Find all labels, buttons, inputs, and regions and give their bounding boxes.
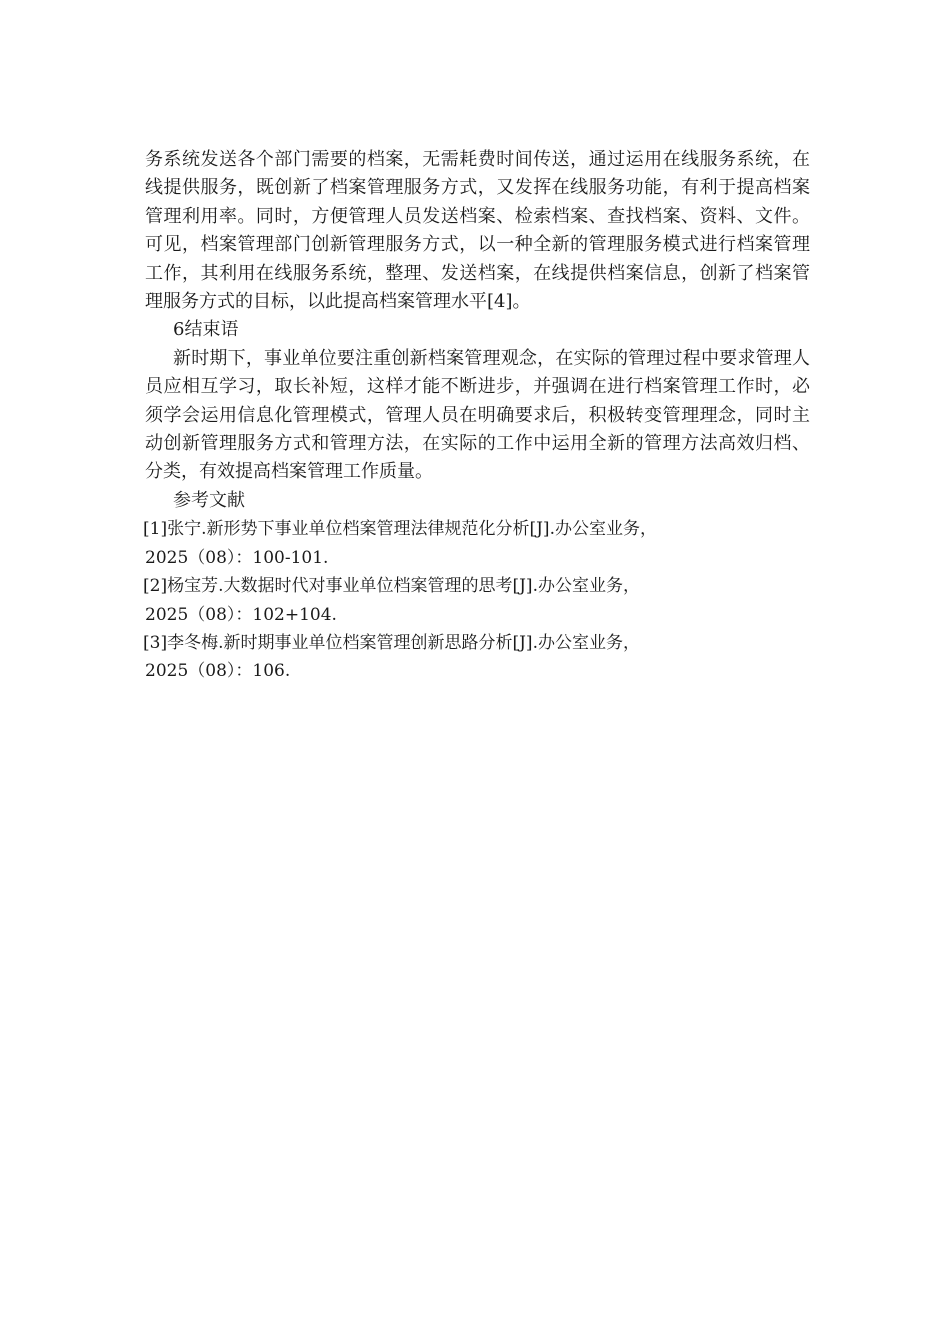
reference-citation: 2025（08）：102+104.: [145, 604, 337, 625]
reference-list: [145, 515, 810, 685]
references-heading: 参考文献: [173, 489, 245, 511]
reference-item: [145, 572, 810, 629]
reference-text: [1]张宁.新形势下事业单位档案管理法律规范化分析[J].办公室业务，: [143, 519, 657, 540]
body-paragraph-continuation: 务系统发送各个部门需要的档案，无需耗费时间传送，通过运用在线服务系统，在线提供服务，既创新了档案管理服务方式，又发挥在线服务功能，有利于提高档案管理利用率。同时，方便管理人员发送档案、检索档案、查找档案、资料、文件。可见，档案管理部门创新管理服务方式，以一种全新的管理服务模式进行档案管理工作，其利用在线服务系统，整理、发送档案，在线提供档案信息，创新了档案管理服务方式的目标，以此提高档案管理水平[4]。: [145, 149, 810, 313]
section-heading-conclusion: 6结束语: [173, 319, 239, 341]
reference-text: [2]杨宝芳.大数据时代对事业单位档案管理的思考[J].办公室业务，: [143, 576, 640, 597]
reference-item: [145, 515, 810, 572]
reference-text: [3]李冬梅.新时期事业单位档案管理创新思路分析[J].办公室业务，: [143, 632, 640, 653]
body-paragraph-conclusion: 新时期下，事业单位要注重创新档案管理观念，在实际的管理过程中要求管理人员应相互学习，取长补短，这样才能不断进步，并强调在进行档案管理工作时，必须学会运用信息化管理模式，管理人员在明确要求后，积极转变管理理念，同时主动创新管理服务方式和管理方法，在实际的工作中运用全新的管理方法高效归档、分类，有效提高档案管理工作质量。: [145, 347, 810, 483]
reference-citation: 2025（08）：100-101.: [145, 547, 329, 568]
reference-citation: 2025（08）：106.: [145, 661, 291, 682]
reference-item: [145, 629, 810, 686]
document-page: [145, 146, 810, 686]
